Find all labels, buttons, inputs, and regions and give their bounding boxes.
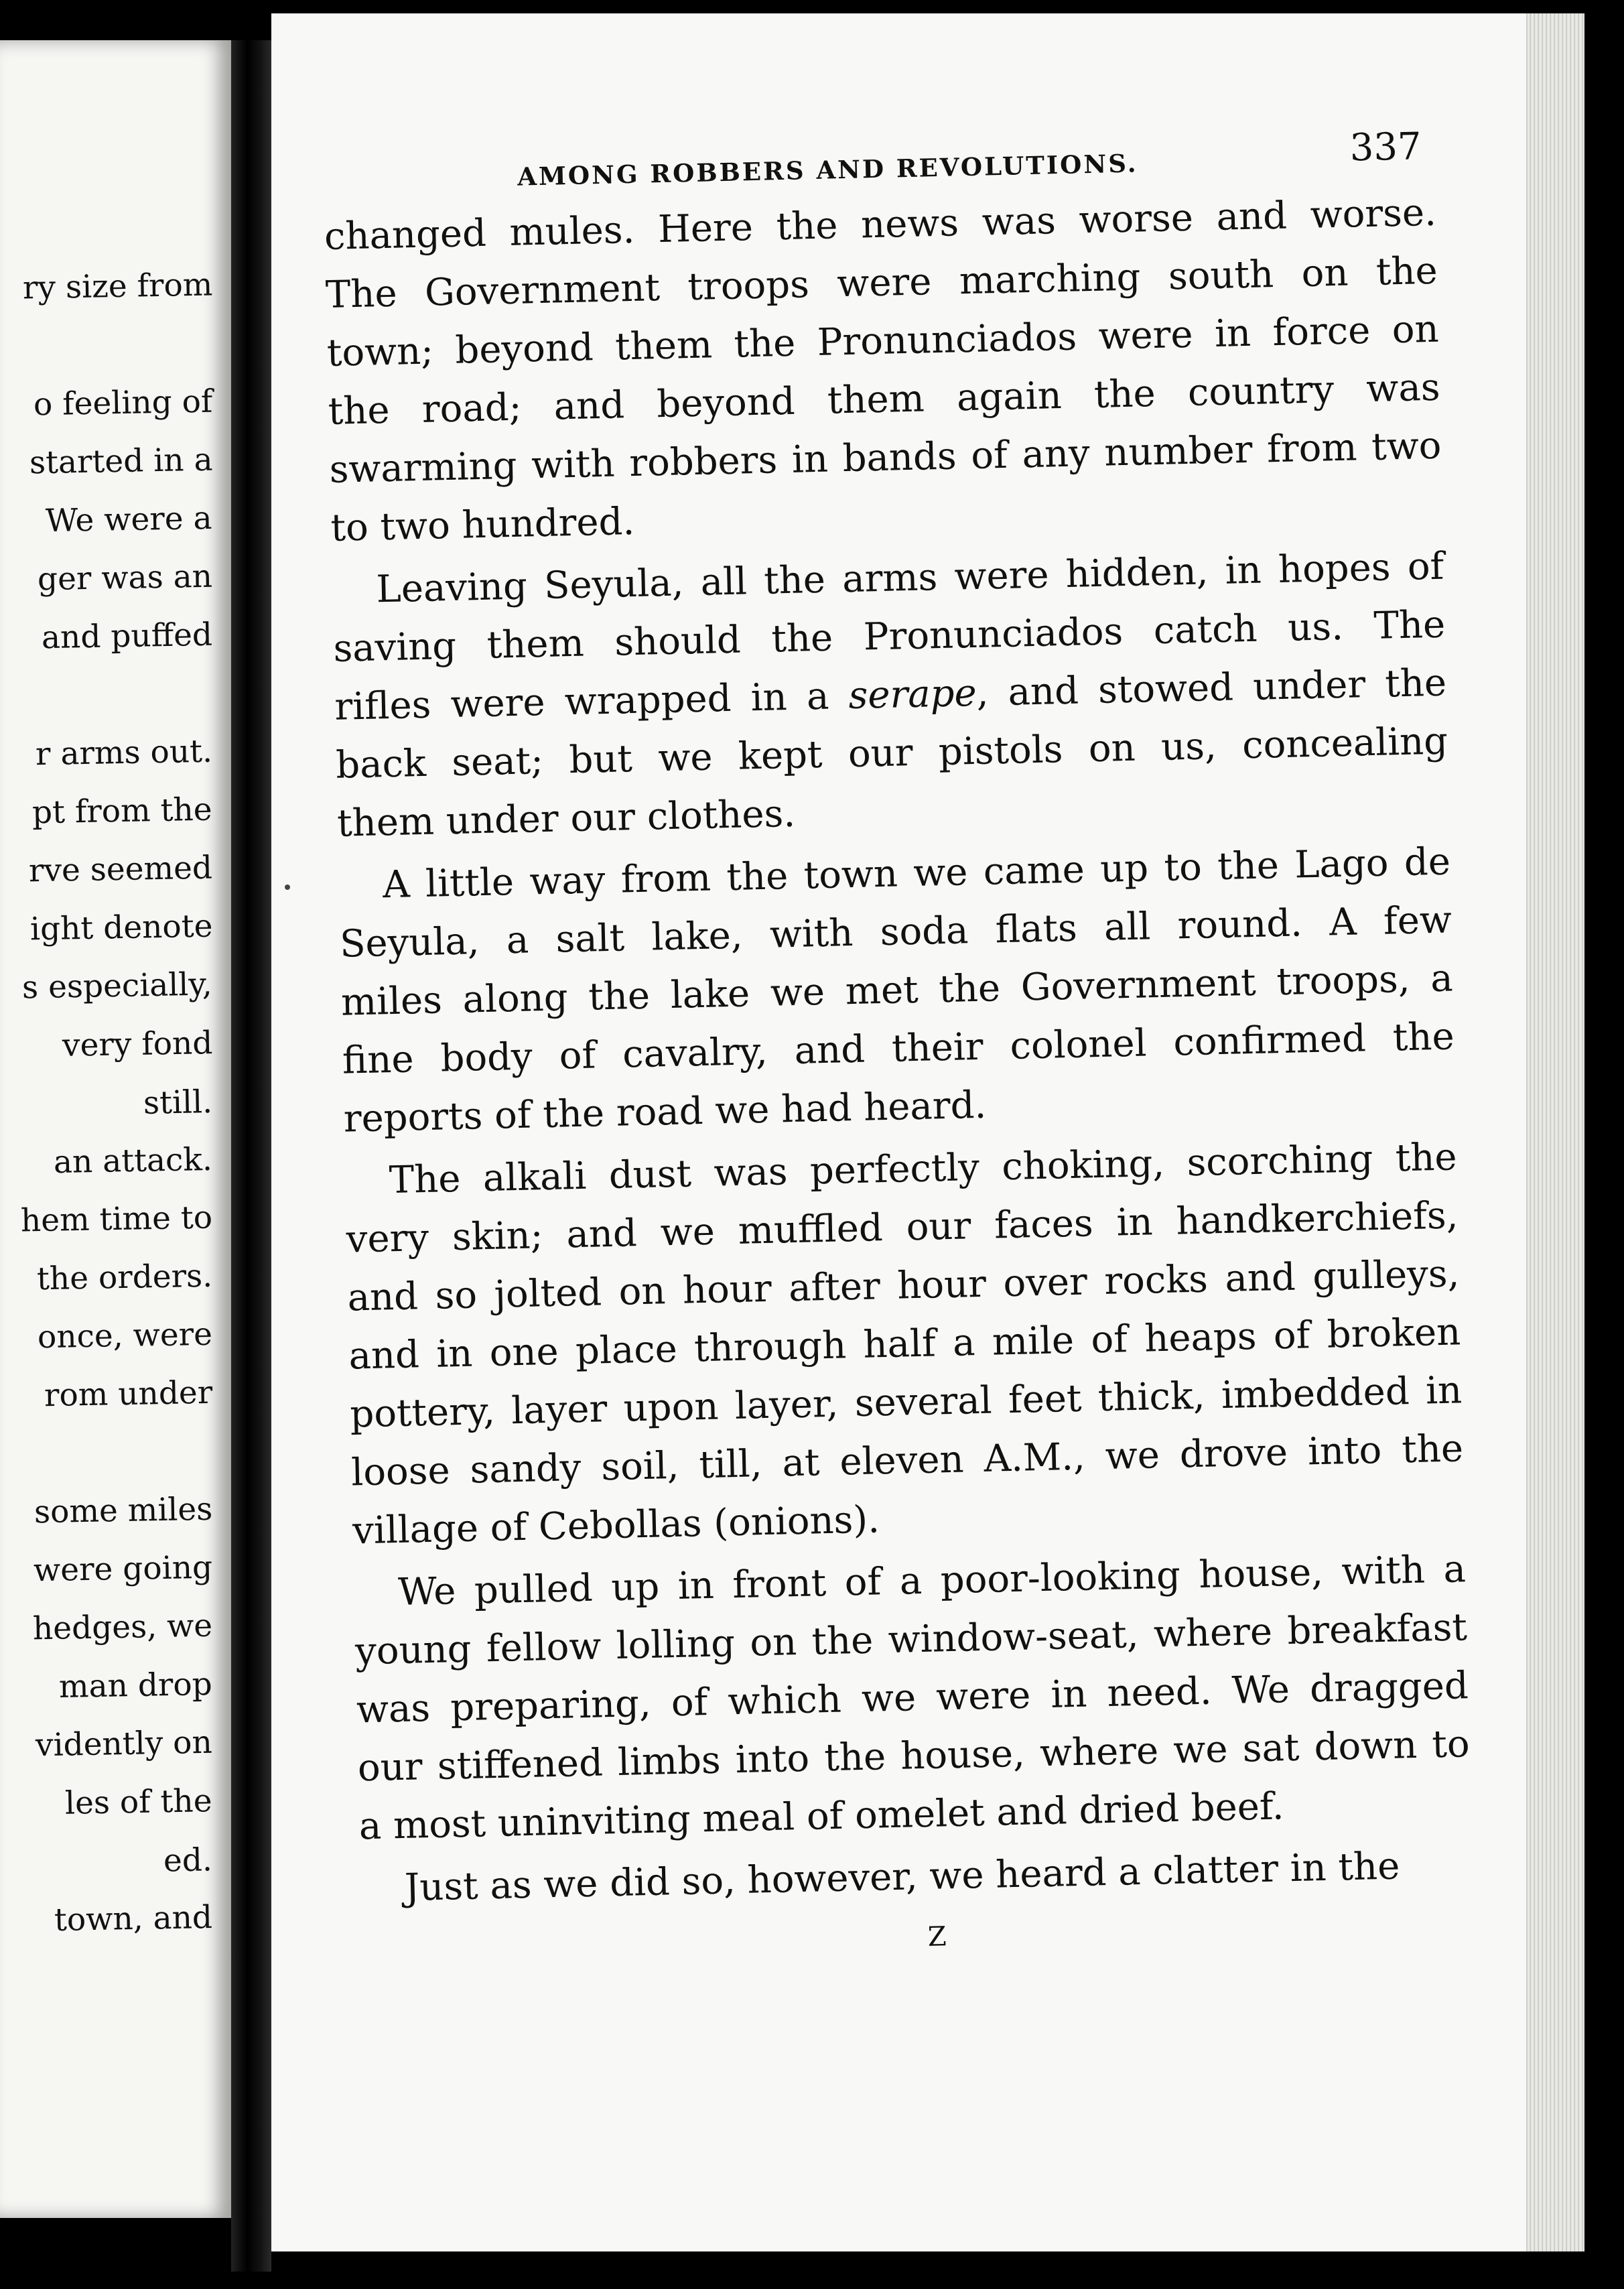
left-page-line: hem time to [20,1199,213,1240]
text-line: back seat; but we kept our pistols on us, concealing [335,719,1448,787]
text-line: town; beyond them the Pronunciados were in force on [326,307,1440,375]
signature-mark: Z [927,1921,949,1953]
text-line: and so jolted on hour after hour over rocks and gulleys, [346,1252,1460,1320]
left-page-line: were going [33,1549,213,1589]
left-page-line: s especially, [21,966,213,1006]
text-line: village of Cebollas (onions). [352,1498,880,1553]
left-page-line: an attack. [53,1140,213,1181]
text-line: to two hundred. [330,499,635,550]
left-page-line: les of the [65,1782,213,1822]
left-page-line: started in a [29,441,213,482]
paper-speck [285,885,290,890]
left-page-line: ight denote [29,907,213,948]
page-edge [1526,13,1584,2251]
text-line: and in one place through half a mile of heaps of broken [348,1310,1461,1378]
paragraph [338,833,1456,1149]
left-page-line: We were a [46,499,213,540]
left-page-line: rve seemed [28,849,213,890]
text-line: saving them should the Pronunciados catch us. The [332,602,1446,671]
left-page-line: rom under [44,1374,213,1415]
text-line: Leaving Seyula, all the arms were hidden, in hopes of [375,544,1444,612]
text-line: swarming with robbers in bands of any number from two [329,423,1442,492]
text-line: young fellow lolling on the window-seat, where breakfast [354,1606,1468,1674]
text-line: The alkali dust was perfectly choking, scorching the [389,1135,1458,1203]
text-line: very skin; and we muffled our faces in handkerchiefs, [346,1193,1459,1262]
left-page-line: man drop [58,1666,213,1705]
text-line: our stiffened limbs into the house, where we sat down to [357,1722,1471,1790]
text-line: pottery, layer upon layer, several feet thick, imbedded in [349,1368,1463,1437]
text-line: the road; and beyond them again the country was [328,365,1441,434]
left-page-line: very fond [62,1025,213,1064]
left-page-line: vidently on [35,1723,213,1764]
paragraph [324,184,1443,558]
left-page-line: still. [143,1084,213,1122]
body-text [324,184,1473,1922]
left-page-line: town, and [54,1898,213,1939]
left-page-line: and puffed [41,616,213,657]
left-page-line: ed. [163,1841,213,1880]
text-line: changed mules. Here the news was worse and worse. [324,190,1437,259]
running-head: AMONG ROBBERS AND REVOLUTIONS. [517,148,1138,192]
text-line: A little way from the town we came up to the Lago de [382,840,1451,907]
text-line: a most uninviting meal of omelet and dried beef. [358,1784,1285,1849]
page-number: 337 [1349,125,1422,170]
paragraph [344,1128,1465,1560]
left-page-line: ry size from [22,266,213,307]
left-page-line: the orders. [36,1257,213,1298]
text-line: The Government troops were marching south on the [325,249,1438,317]
left-page-line: r arms out. [35,732,213,773]
right-page [271,13,1584,2251]
left-page-line: hedges, we [32,1607,213,1648]
paragraph [353,1540,1471,1855]
left-page-line: once, were [37,1315,213,1356]
left-page-line: o feeling of [33,383,213,423]
left-page-line: pt from the [31,791,213,832]
paragraph [332,537,1450,853]
left-page-line: some miles [33,1490,213,1531]
text-line: them under our clothes. [336,791,796,846]
text-line: Seyula, a salt lake, with soda flats all round. A few [339,898,1452,966]
text-line: miles along the lake we met the Government troops, a [340,956,1454,1025]
text-line: reports of the road we had heard. [343,1083,987,1141]
text-line: We pulled up in front of a poor-looking house, with a [397,1547,1467,1615]
text-line: loose sandy soil, till, at eleven A.M., we drove into the [350,1427,1464,1495]
text-line: rifles were wrapped in a serape, and stowed under the [334,661,1447,729]
left-page-line: ger was an [37,558,213,598]
book-gutter [231,40,271,2272]
text-line: was preparing, of which we were in need. We dragged [356,1664,1469,1732]
left-page [0,40,231,2218]
text-line: fine body of cavalry, and their colonel confirmed the [342,1015,1455,1083]
text-line: Just as we did so, however, we heard a clatter in the [404,1844,1400,1910]
page-content [322,117,1474,1965]
